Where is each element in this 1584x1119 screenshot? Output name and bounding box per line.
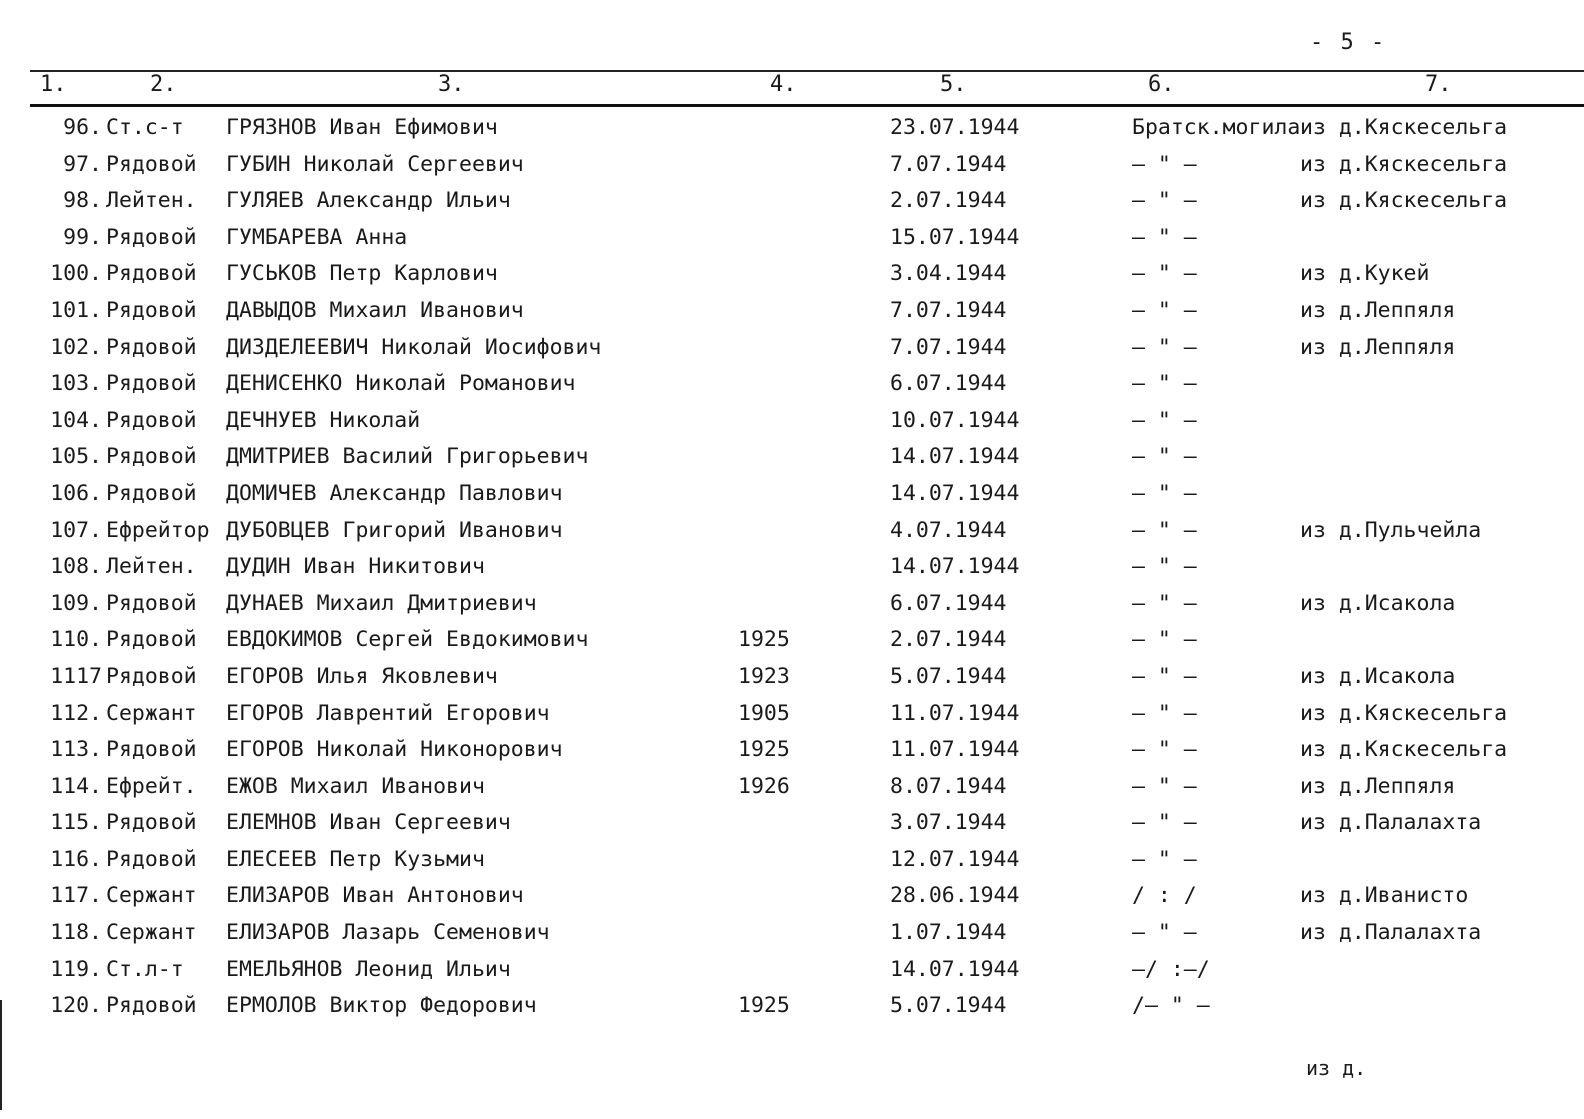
record-death-date: 28.06.1944 [890, 883, 1020, 909]
record-death-date: 11.07.1944 [890, 737, 1020, 763]
record-rank: Рядовой [106, 444, 197, 470]
record-number: 104. [50, 407, 102, 433]
record-number: 105. [50, 444, 102, 470]
trailing-fragment: из д. [1306, 1056, 1367, 1080]
table-row [0, 552, 1584, 589]
record-death-date: 3.07.1944 [890, 810, 1007, 836]
record-number: 102. [50, 334, 102, 360]
record-number: 116. [50, 846, 102, 872]
record-number: 113. [50, 737, 102, 763]
table-row [0, 808, 1584, 845]
record-burial-place: – " – [1132, 737, 1197, 763]
record-death-date: 2.07.1944 [890, 188, 1007, 214]
table-row [0, 369, 1584, 406]
column-header-1: 1. [40, 72, 67, 97]
record-burial-place: – " – [1132, 224, 1197, 250]
record-name: ДЕЧНУЕВ Николай [226, 407, 421, 433]
record-number: 109. [50, 590, 102, 616]
table-row [0, 479, 1584, 516]
record-origin: из д.Кяскесельга [1300, 151, 1508, 177]
record-number: 101. [50, 297, 102, 323]
record-death-date: 14.07.1944 [890, 956, 1020, 982]
column-header-7: 7. [1425, 72, 1452, 97]
record-rank: Рядовой [106, 993, 197, 1019]
record-name: ЕГОРОВ Николай Никонорович [226, 737, 563, 763]
record-burial-place: – " – [1132, 444, 1197, 470]
record-burial-place: – " – [1132, 297, 1197, 323]
record-burial-place: Братск.могила [1132, 115, 1301, 140]
record-origin: из д.Палалахта [1300, 810, 1482, 836]
record-rank: Сержант [106, 700, 197, 726]
record-number: 110. [50, 627, 102, 653]
table-row [0, 259, 1584, 296]
record-name: ДМИТРИЕВ Василий Григорьевич [226, 444, 589, 470]
table-row [0, 223, 1584, 260]
record-name: ГУЛЯЕВ Александр Ильич [226, 188, 511, 214]
record-name: ДОМИЧЕВ Александр Павлович [226, 480, 563, 506]
record-death-date: 14.07.1944 [890, 480, 1020, 506]
column-header-row [0, 72, 1584, 100]
record-rank: Ст.с-т [106, 115, 184, 140]
table-row [0, 772, 1584, 809]
record-birth-year: 1925 [738, 993, 790, 1019]
record-burial-place: – " – [1132, 554, 1197, 580]
record-burial-place: – " – [1132, 407, 1197, 433]
record-number: 118. [50, 920, 102, 946]
record-rank: Ефрейтор [106, 517, 210, 543]
table-row [0, 735, 1584, 772]
record-death-date: 23.07.1944 [890, 115, 1020, 140]
record-rank: Рядовой [106, 407, 197, 433]
record-rank: Рядовой [106, 627, 197, 653]
record-death-date: 14.07.1944 [890, 444, 1020, 470]
record-rank: Сержант [106, 920, 197, 946]
record-number: 108. [50, 554, 102, 580]
record-name: ЕГОРОВ Илья Яковлевич [226, 663, 498, 689]
column-header-5: 5. [940, 72, 967, 97]
record-death-date: 7.07.1944 [890, 151, 1007, 177]
record-death-date: 15.07.1944 [890, 224, 1020, 250]
table-row [0, 333, 1584, 370]
record-number: 1117 [50, 663, 102, 689]
column-header-2: 2. [150, 72, 177, 97]
record-name: ДЕНИСЕНКО Николай Романович [226, 371, 576, 397]
record-burial-place: – " – [1132, 371, 1197, 397]
table-row [0, 845, 1584, 882]
record-name: ДАВЫДОВ Михаил Иванович [226, 297, 524, 323]
record-number: 114. [50, 773, 102, 799]
record-birth-year: 1925 [738, 737, 790, 763]
record-burial-place: – " – [1132, 151, 1197, 177]
record-rank: Лейтен. [106, 554, 197, 580]
record-name: ЕЛИЗАРОВ Лазарь Семенович [226, 920, 550, 946]
record-burial-place: – " – [1132, 773, 1197, 799]
record-birth-year: 1905 [738, 700, 790, 726]
record-death-date: 11.07.1944 [890, 700, 1020, 726]
record-name: ЕГОРОВ Лаврентий Егорович [226, 700, 550, 726]
record-rank: Рядовой [106, 334, 197, 360]
record-death-date: 5.07.1944 [890, 663, 1007, 689]
record-name: ЕЛИЗАРОВ Иван Антонович [226, 883, 524, 909]
table-row [0, 918, 1584, 955]
record-origin: из д.Исакола [1300, 590, 1456, 616]
record-rank: Лейтен. [106, 188, 197, 214]
record-origin: из д.Палалахта [1300, 920, 1482, 946]
table-row [0, 296, 1584, 333]
record-origin: из д.Пульчейла [1300, 517, 1482, 543]
record-death-date: 14.07.1944 [890, 554, 1020, 580]
record-burial-place: – " – [1132, 590, 1197, 616]
record-name: ДИЗДЕЛЕЕВИЧ Николай Иосифович [226, 334, 602, 360]
record-burial-place: /– " – [1132, 993, 1210, 1019]
record-rank: Рядовой [106, 663, 197, 689]
record-burial-place: – " – [1132, 517, 1197, 543]
record-rank: Рядовой [106, 261, 197, 287]
record-death-date: 7.07.1944 [890, 297, 1007, 323]
record-name: ЕРМОЛОВ Виктор Федорович [226, 993, 537, 1019]
record-birth-year: 1923 [738, 663, 790, 689]
record-name: ЕЛЕСЕЕВ Петр Кузьмич [226, 846, 485, 872]
record-death-date: 6.07.1944 [890, 590, 1007, 616]
record-death-date: 1.07.1944 [890, 920, 1007, 946]
record-number: 99. [63, 224, 102, 250]
table-row [0, 589, 1584, 626]
record-birth-year: 1925 [738, 627, 790, 653]
record-death-date: 12.07.1944 [890, 846, 1020, 872]
record-number: 107. [50, 517, 102, 543]
records-list [0, 113, 1584, 1028]
record-rank: Рядовой [106, 737, 197, 763]
table-row [0, 662, 1584, 699]
record-name: ГУМБАРЕВА Анна [226, 224, 408, 250]
record-origin: из д.Леппяля [1300, 334, 1456, 360]
record-number: 97. [63, 151, 102, 177]
record-death-date: 2.07.1944 [890, 627, 1007, 653]
record-burial-place: – " – [1132, 334, 1197, 360]
table-row [0, 406, 1584, 443]
record-number: 100. [50, 261, 102, 287]
header-rule [30, 104, 1584, 107]
record-birth-year: 1926 [738, 773, 790, 799]
record-number: 120. [50, 993, 102, 1019]
record-death-date: 6.07.1944 [890, 371, 1007, 397]
record-burial-place: –/ :–/ [1132, 956, 1210, 982]
record-death-date: 7.07.1944 [890, 334, 1007, 360]
record-burial-place: – " – [1132, 188, 1197, 214]
record-name: ДУБОВЦЕВ Григорий Иванович [226, 517, 563, 543]
record-rank: Рядовой [106, 810, 197, 836]
record-number: 103. [50, 371, 102, 397]
record-rank: Ст.л-т [106, 956, 184, 982]
record-origin: из д.Леппяля [1300, 773, 1456, 799]
column-header-4: 4. [770, 72, 797, 97]
record-number: 117. [50, 883, 102, 909]
record-rank: Рядовой [106, 846, 197, 872]
record-death-date: 4.07.1944 [890, 517, 1007, 543]
table-row [0, 516, 1584, 553]
record-rank: Рядовой [106, 590, 197, 616]
record-number: 96. [63, 115, 102, 140]
record-burial-place: – " – [1132, 663, 1197, 689]
record-origin: из д.Исакола [1300, 663, 1456, 689]
record-origin: из д.Кяскесельга [1300, 737, 1508, 763]
record-name: ЕЖОВ Михаил Иванович [226, 773, 485, 799]
record-number: 106. [50, 480, 102, 506]
record-rank: Рядовой [106, 371, 197, 397]
table-row [0, 442, 1584, 479]
record-rank: Рядовой [106, 480, 197, 506]
record-rank: Рядовой [106, 297, 197, 323]
record-death-date: 3.04.1944 [890, 261, 1007, 287]
record-origin: из д.Кяскесельга [1300, 115, 1508, 140]
record-rank: Рядовой [106, 224, 197, 250]
column-header-3: 3. [438, 72, 465, 97]
record-burial-place: – " – [1132, 920, 1197, 946]
record-number: 119. [50, 956, 102, 982]
record-origin: из д.Кяскесельга [1300, 188, 1508, 214]
record-origin: из д.Леппяля [1300, 297, 1456, 323]
record-number: 98. [63, 188, 102, 214]
table-row [0, 881, 1584, 918]
table-row [0, 699, 1584, 736]
table-row [0, 150, 1584, 187]
record-name: ЕМЕЛЬЯНОВ Леонид Ильич [226, 956, 511, 982]
record-burial-place: – " – [1132, 846, 1197, 872]
record-name: ДУНАЕВ Михаил Дмитриевич [226, 590, 537, 616]
record-name: ЕЛЕМНОВ Иван Сергеевич [226, 810, 511, 836]
table-row [0, 625, 1584, 662]
record-burial-place: – " – [1132, 810, 1197, 836]
table-row [0, 955, 1584, 992]
record-name: ГРЯЗНОВ Иван Ефимович [226, 115, 498, 140]
record-burial-place: – " – [1132, 261, 1197, 287]
record-name: ЕВДОКИМОВ Сергей Евдокимович [226, 627, 589, 653]
record-death-date: 10.07.1944 [890, 407, 1020, 433]
page-number: - 5 - [1310, 30, 1387, 55]
record-name: ГУСЬКОВ Петр Карлович [226, 261, 498, 287]
record-death-date: 8.07.1944 [890, 773, 1007, 799]
record-burial-place: / : / [1132, 883, 1197, 909]
record-rank: Рядовой [106, 151, 197, 177]
record-origin: из д.Кяскесельга [1300, 700, 1508, 726]
table-row [0, 991, 1584, 1028]
record-number: 115. [50, 810, 102, 836]
record-burial-place: – " – [1132, 480, 1197, 506]
record-rank: Сержант [106, 883, 197, 909]
record-rank: Ефрейт. [106, 773, 197, 799]
record-burial-place: – " – [1132, 700, 1197, 726]
record-name: ГУБИН Николай Сергеевич [226, 151, 524, 177]
table-row [0, 113, 1584, 150]
table-row [0, 186, 1584, 223]
record-origin: из д.Кукей [1300, 261, 1430, 287]
record-number: 112. [50, 700, 102, 726]
record-burial-place: – " – [1132, 627, 1197, 653]
column-header-6: 6. [1148, 72, 1175, 97]
record-death-date: 5.07.1944 [890, 993, 1007, 1019]
page-edge-line [0, 1000, 2, 1110]
record-origin: из д.Иванисто [1300, 883, 1469, 909]
record-name: ДУДИН Иван Никитович [226, 554, 485, 580]
